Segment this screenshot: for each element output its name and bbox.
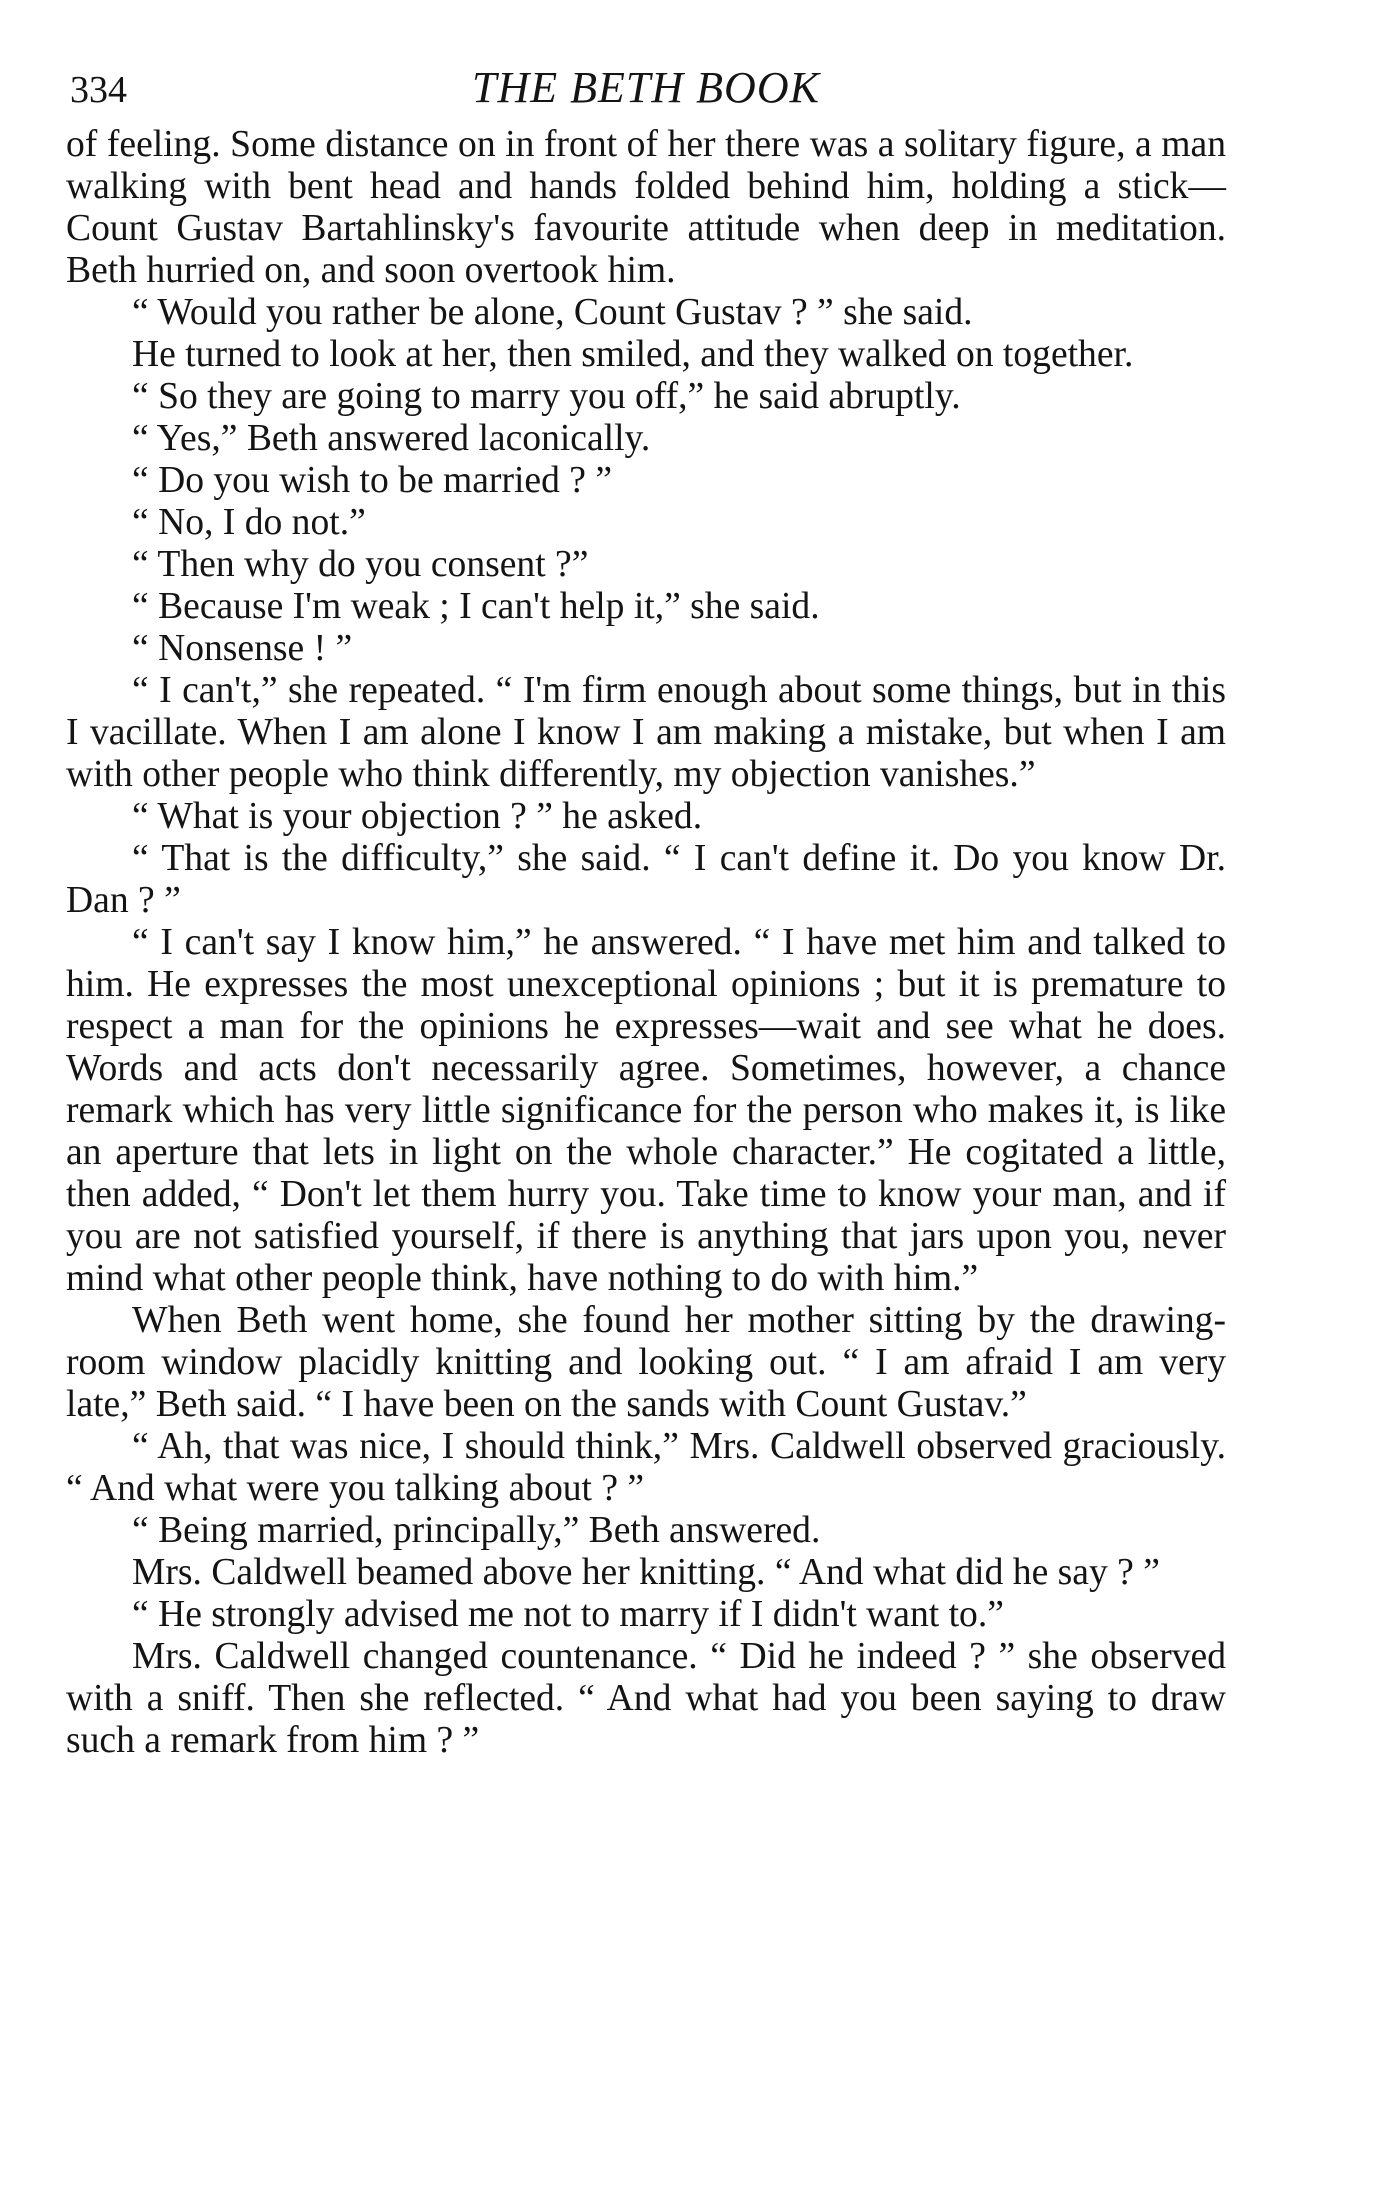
paragraph: “ So they are going to marry you off,” he said abruptly. xyxy=(132,376,961,417)
paragraph: “ No, I do not.” xyxy=(132,502,366,543)
paragraph: “ I can't say I know him,” he answered. “ I have met him and talked to him. He expresses the most unexceptional opinions ; but it is premature to respect a man for the opinions he expresses—wait and see what he does. Words and acts don't necessarily agree. Sometimes, however, a chance remark which has very little significance for the person who makes it, is like an aperture that lets in light on the whole character.” He cogitated a little, then added, “ Don't let them hurry you. Take time to know your man, and if you are not satisfied yourself, if there is anything that jars upon you, never mind what other people think, have nothing to do with him.” xyxy=(66,922,1226,1299)
body-text xyxy=(66,124,1226,1762)
book-page xyxy=(66,60,1226,1762)
paragraph: He turned to look at her, then smiled, and they walked on together. xyxy=(132,334,1134,375)
paragraph: “ Then why do you consent ?” xyxy=(132,544,589,585)
paragraph: “ What is your objection ? ” he asked. xyxy=(132,796,703,837)
paragraph: “ Because I'm weak ; I can't help it,” she said. xyxy=(132,586,820,627)
paragraph: When Beth went home, she found her mother sitting by the drawing-room window placidly knitting and looking out. “ I am afraid I am very late,” Beth said. “ I have been on the sands with Count Gustav.” xyxy=(66,1300,1226,1425)
page-number: 334 xyxy=(70,69,127,111)
running-title: THE BETH BOOK xyxy=(472,63,820,112)
paragraph: “ Being married, principally,” Beth answered. xyxy=(132,1510,821,1551)
paragraph: “ Nonsense ! ” xyxy=(132,628,353,669)
paragraph: “ Do you wish to be married ? ” xyxy=(132,460,613,501)
paragraph: “ Yes,” Beth answered laconically. xyxy=(132,418,651,459)
paragraph: Mrs. Caldwell beamed above her knitting. “ And what did he say ? ” xyxy=(132,1552,1160,1593)
paragraph: of feeling. Some distance on in front of her there was a solitary figure, a man walking with bent head and hands folded behind him, holding a stick—Count Gustav Bartahlinsky's favourite attitude when deep in meditation. Beth hurried on, and soon overtook him. xyxy=(66,124,1226,291)
paragraph: “ I can't,” she repeated. “ I'm firm enough about some things, but in this I vacillate. When I am alone I know I am making a mistake, but when I am with other people who think differently, my objection vanishes.” xyxy=(66,670,1226,795)
paragraph: Mrs. Caldwell changed countenance. “ Did he indeed ? ” she observed with a sniff. Then she reflected. “ And what had you been saying to draw such a remark from him ? ” xyxy=(66,1636,1226,1761)
paragraph: “ Ah, that was nice, I should think,” Mrs. Caldwell observed graciously. “ And what were you talking about ? ” xyxy=(66,1426,1226,1509)
paragraph: “ He strongly advised me not to marry if I didn't want to.” xyxy=(132,1594,1004,1635)
running-head xyxy=(66,60,1226,124)
paragraph: “ That is the difficulty,” she said. “ I can't define it. Do you know Dr. Dan ? ” xyxy=(66,838,1226,921)
paragraph: “ Would you rather be alone, Count Gustav ? ” she said. xyxy=(132,292,973,333)
